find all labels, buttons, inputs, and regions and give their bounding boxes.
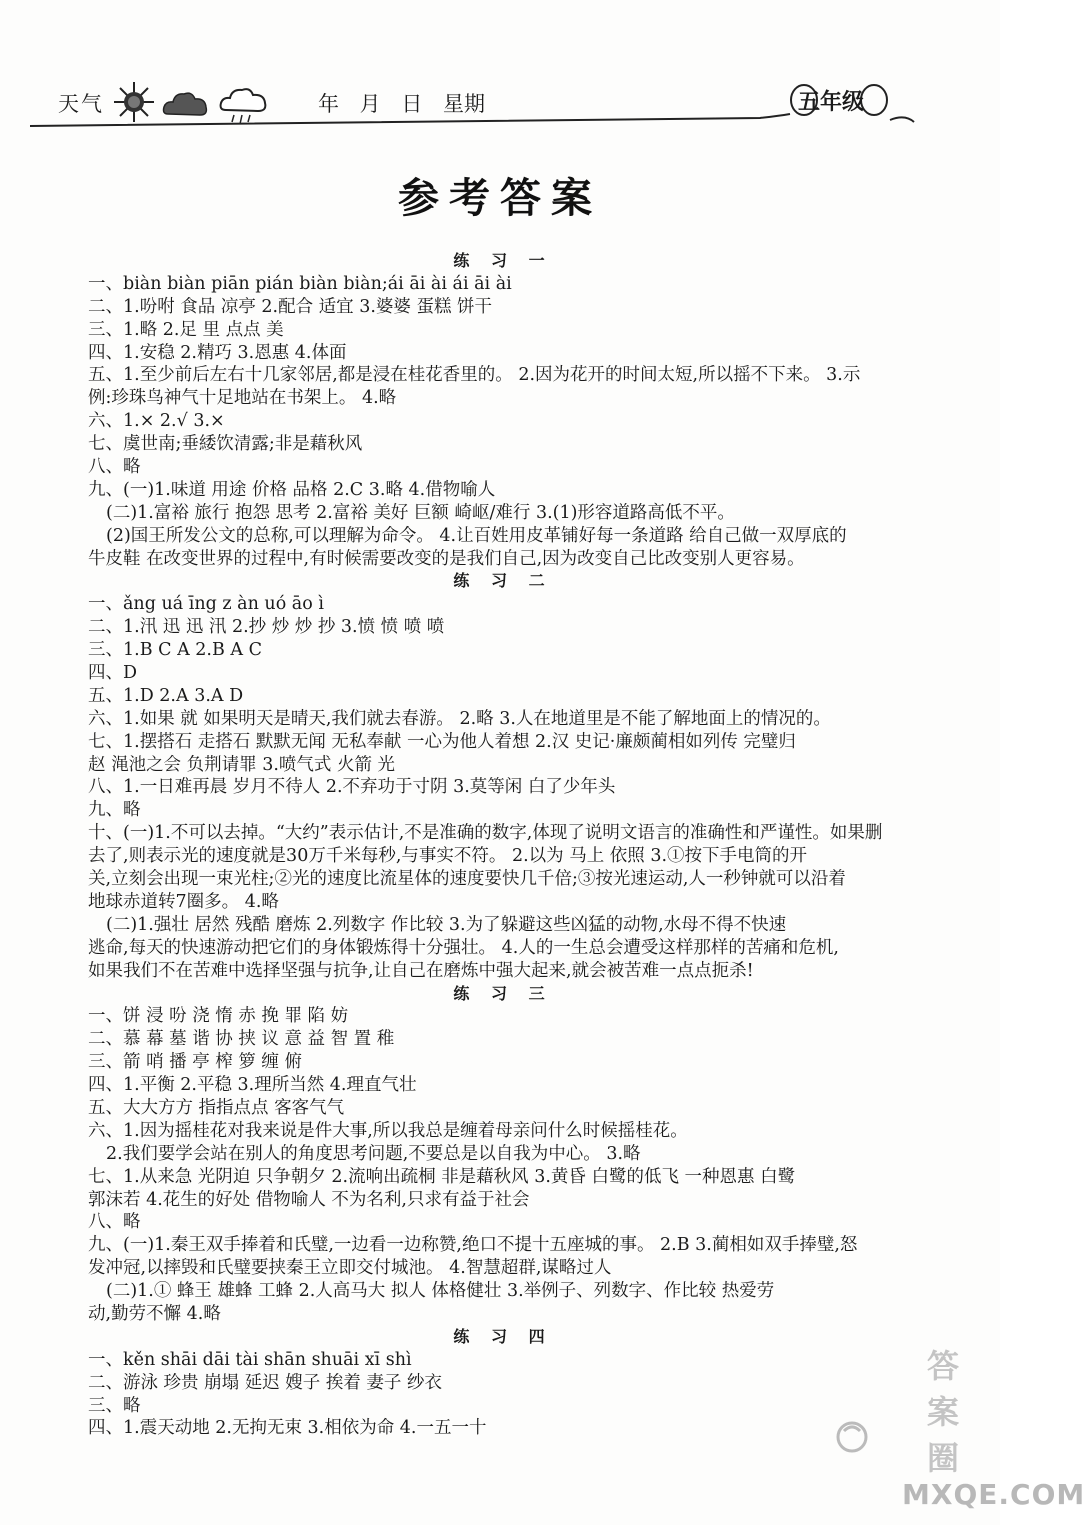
answer-line: 八、略 <box>88 1212 141 1233</box>
answer-line: 动,勤劳不懈 4.略 <box>88 1303 221 1324</box>
answer-line: 郭沫若 4.花生的好处 借物喻人 不为名利,只求有益于社会 <box>88 1189 530 1210</box>
answer-line: 地球赤道转7圈多。 4.略 <box>88 891 279 912</box>
weather-label: 天气 <box>58 92 104 116</box>
answer-line: 二、游泳 珍贵 崩塌 延迟 嫂子 挨着 妻子 纱衣 <box>88 1372 442 1393</box>
answer-line: 三、略 <box>88 1395 141 1416</box>
answer-line: 一、ǎng uá īng z àn uó āo ì <box>88 594 324 615</box>
answer-line: 九、(一)1.味道 用途 价格 品格 2.C 3.略 4.借物喻人 <box>88 479 496 500</box>
answer-line: 四、1.平衡 2.平稳 3.理所当然 4.理直气壮 <box>88 1075 417 1096</box>
watermark-text: MXQE.COM <box>902 1478 1085 1511</box>
date-label: 年 月 日 星期 <box>318 92 486 116</box>
answer-line: 七、虞世南;垂緌饮清露;非是藉秋风 <box>88 434 363 455</box>
answer-line: 2.我们要学会站在别人的角度思考问题,不要总是以自我为中心。 3.略 <box>106 1143 641 1164</box>
answer-line: 牛皮鞋 在改变世界的过程中,有时候需要改变的是我们自己,因为改变自己比改变别人更容易。 <box>88 548 805 569</box>
answer-line: 发冲冠,以摔毁和氏璧要挟秦王立即交付城池。 4.智慧超群,谋略过人 <box>88 1258 612 1279</box>
answer-line: 五、1.D 2.A 3.A D <box>88 685 244 706</box>
answer-line: 去了,则表示光的速度就是30万千米每秒,与事实不符。 2.以为 马上 依照 3.①按下手电筒的开 <box>88 846 808 867</box>
answer-line: 七、1.从来急 光阴迫 只争朝夕 2.流响出疏桐 非是藉秋风 3.黄昏 白鹭的低飞 一种恩惠 白鹭 <box>88 1166 796 1187</box>
answer-line: 一、kěn shāi dāi tài shān shuāi xī shì <box>88 1349 412 1370</box>
answer-line: 赵 渑池之会 负荆请罪 3.喷气式 火箭 光 <box>88 754 396 775</box>
section-heading: 练 习 一 <box>453 251 553 270</box>
answer-line: 四、1.震天动地 2.无拘无束 3.相依为命 4.一五一十 <box>88 1418 487 1439</box>
answer-line: 如果我们不在苦难中选择坚强与抗争,让自己在磨炼中强大起来,就会被苦难一点点扼杀! <box>88 960 754 981</box>
section-heading: 练 习 三 <box>453 983 553 1003</box>
answer-line: 十、(一)1.不可以去掉。“大约”表示估计,不是准确的数字,体现了说明文语言的准确性和严谨性。如果删 <box>88 823 883 844</box>
answer-line: 二、1.汛 迅 迅 汛 2.抄 炒 炒 抄 3.愤 愤 喷 喷 <box>88 617 445 638</box>
answer-line: 例:珍珠鸟神气十足地站在书架上。 4.略 <box>88 388 397 409</box>
answer-line: 二、1.吩咐 食品 凉亭 2.配合 适宜 3.婆婆 蛋糕 饼干 <box>88 296 493 317</box>
answer-line: 一、饼 浸 吩 浇 惰 赤 挽 罪 陷 妨 <box>88 1006 349 1027</box>
answer-line: 四、D <box>88 663 138 684</box>
answer-line: (二)1.① 蜂王 雄蜂 工蜂 2.人高马大 拟人 体格健壮 3.举例子、列数字、作比较 热爱劳 <box>106 1281 775 1302</box>
section-heading: 练 习 四 <box>453 1326 553 1346</box>
answer-line: (二)1.强壮 居然 残酷 磨炼 2.列数字 作比较 3.为了躲避这些凶猛的动物,水母不得不快速 <box>106 914 787 935</box>
answer-line: 三、1.B C A 2.B A C <box>88 640 262 661</box>
answer-line: 三、箭 哨 播 亭 榨 箩 缠 俯 <box>88 1052 302 1073</box>
answer-line: 逃命,每天的快速游动把它们的身体锻炼得十分强壮。 4.人的一生总会遭受这样那样的苦痛和危机, <box>88 937 839 958</box>
answer-line: 一、biàn biàn piān pián biàn biàn;ái āi ài ái āi ài <box>88 273 512 294</box>
watermark-cn: 答案圈 <box>927 1347 960 1477</box>
answer-line: 六、1.× 2.√ 3.× <box>88 411 225 432</box>
answer-line: 六、1.因为摇桂花对我来说是件大事,所以我总是缠着母亲问什么时候摇桂花。 <box>88 1120 688 1141</box>
answer-line: 九、略 <box>88 800 141 821</box>
answer-line: 二、慕 幕 墓 谐 协 挟 议 意 益 智 置 稚 <box>88 1029 395 1050</box>
section-heading: 练 习 二 <box>453 571 553 591</box>
answer-content <box>88 250 918 1440</box>
answer-line: 六、1.如果 就 如果明天是晴天,我们就去春游。 2.略 3.人在地道里是不能了解地面上的情况的。 <box>88 708 831 729</box>
answer-line: 八、1.一日难再晨 岁月不待人 2.不弃功于寸阴 3.莫等闲 白了少年头 <box>88 777 616 798</box>
answer-line: (2)国王所发公文的总称,可以理解为命令。 4.让百姓用皮革铺好每一条道路 给自己做一双厚底的 <box>106 525 847 546</box>
answer-line: 七、1.摆搭石 走搭石 默默无闻 无私奉献 一心为他人着想 2.汉 史记·廉颇蔺相如列传 完璧归 <box>88 731 796 752</box>
answer-line: 九、(一)1.秦王双手捧着和氏璧,一边看一边称赞,绝口不提十五座城的事。 2.B 3.蔺相如双手捧璧,怒 <box>88 1235 858 1256</box>
watermark <box>832 1347 1085 1517</box>
answer-line: (二)1.富裕 旅行 抱怨 思考 2.富裕 美好 巨额 崎岖/难行 3.(1)形容道路高低不平。 <box>106 502 735 523</box>
answer-line: 五、1.至少前后左右十几家邻居,都是浸在桂花香里的。 2.因为花开的时间太短,所以摇不下来。 3.示 <box>88 365 861 386</box>
grade-label: 五年级 <box>798 89 865 115</box>
answer-line: 五、大大方方 指指点点 客客气气 <box>88 1097 345 1118</box>
page-header <box>30 80 970 140</box>
answer-line: 关,立刻会出现一束光柱;②光的速度比流星体的速度要快几千倍;③按光速运动,人一秒钟就可以沿着 <box>88 869 846 890</box>
answer-line: 三、1.略 2.足 里 点点 美 <box>88 319 284 340</box>
page-title: 参考答案 <box>398 174 602 222</box>
answer-line: 八、略 <box>88 457 141 478</box>
answer-line: 四、1.安稳 2.精巧 3.恩惠 4.体面 <box>88 342 347 363</box>
